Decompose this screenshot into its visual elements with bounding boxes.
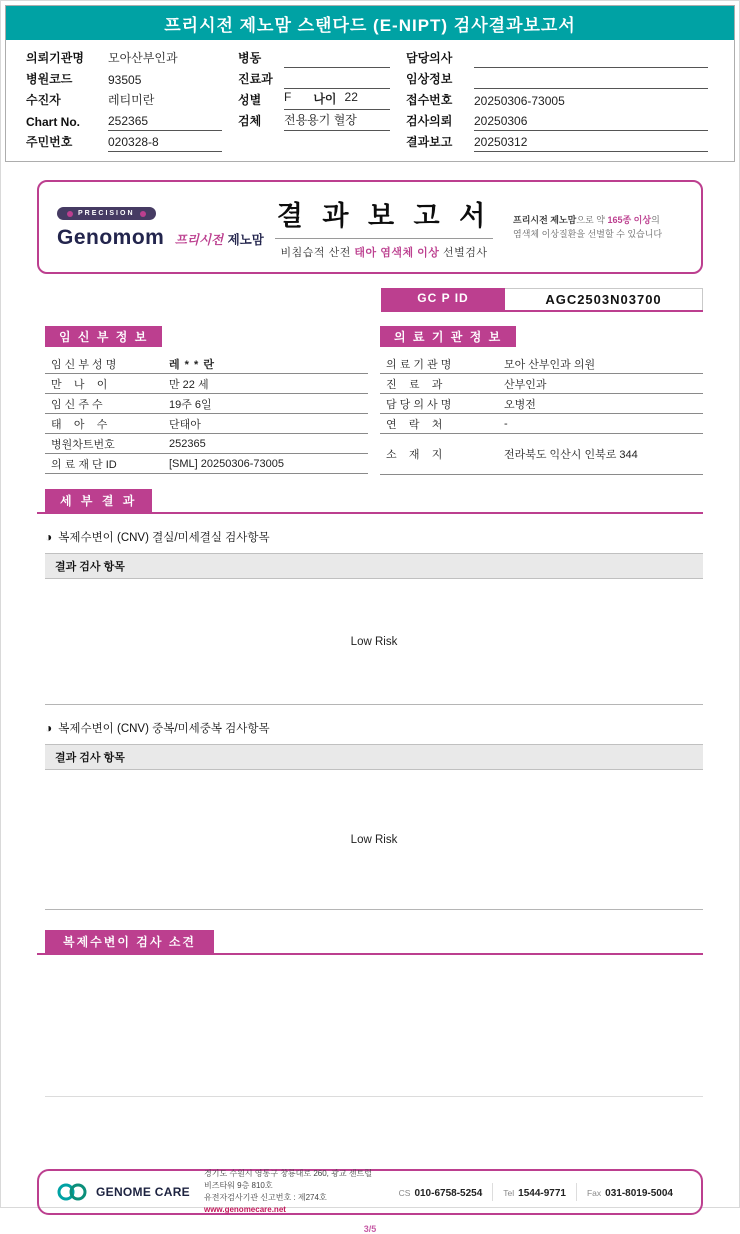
field-row-specimen	[238, 110, 406, 131]
footer-card	[37, 1169, 703, 1215]
cnv-deletion-result	[45, 579, 703, 705]
brand-name-kr-1: 프리시전	[174, 233, 224, 248]
document-title: 프리시전 제노맘 스탠다드 (E-NIPT) 검사결과보고서	[164, 15, 576, 35]
note-highlight: 165종 이상	[607, 214, 652, 225]
field-value: 20250306-73005	[474, 94, 565, 108]
screening-note	[513, 213, 683, 242]
note-brand: 프리시전 제노맘	[513, 214, 577, 225]
row-value: [SML] 20250306-73005	[169, 457, 284, 470]
contact-label: Tel	[503, 1188, 515, 1198]
field-row-chart-no	[26, 110, 238, 131]
subtitle-prefix: 비침습적 산전	[280, 246, 355, 259]
result-text: Low Risk	[350, 635, 398, 648]
gcpid-value: AGC2503N03700	[505, 288, 703, 310]
field-value	[474, 73, 708, 89]
field-label: 접수번호	[406, 93, 453, 107]
row-value: 산부인과	[504, 378, 547, 391]
row-label: 임 신 부 성 명	[51, 358, 117, 371]
row-label: 연 락 처	[386, 418, 443, 431]
row-label: 소 재 지	[386, 449, 443, 461]
brand-name-en: Genomom	[57, 226, 165, 250]
page-number: 3/5	[363, 1224, 377, 1234]
field-label: 임상정보	[406, 72, 453, 86]
brand-name-kr-2: 제노맘	[227, 233, 264, 248]
sex-value: F	[284, 90, 292, 104]
field-row-request-date	[406, 110, 724, 131]
row-value: 19주 6일	[169, 398, 212, 411]
row-label: 진 료 과	[386, 378, 443, 391]
field-row-department	[238, 68, 406, 89]
request-fields	[6, 40, 734, 161]
row-value: 단태아	[169, 418, 201, 431]
field-row-resident-no	[26, 131, 238, 152]
precision-label: PRECISION	[78, 210, 135, 218]
row-label: 병원차트번호	[51, 438, 115, 451]
field-label: 담당의사	[406, 51, 453, 65]
row-label: 의 료 기 관 명	[386, 358, 452, 371]
age-label: 나이	[313, 92, 337, 106]
report-body	[1, 180, 739, 1234]
cnv-heading-text: 복제수변이 (CNV) 결실/미세결실 검사항목	[58, 532, 270, 544]
cnv-duplication-table-header: 결과 검사 항목	[45, 744, 703, 770]
field-label: 병동	[238, 51, 262, 65]
field-value: 모아산부인과	[108, 51, 178, 65]
cnv-deletion-heading	[45, 529, 703, 545]
request-header	[5, 5, 735, 162]
gcpid-row	[37, 288, 703, 312]
field-label: 주민번호	[26, 135, 73, 149]
cnv-deletion-table-header: 결과 검사 항목	[45, 553, 703, 579]
contact-label: CS	[398, 1188, 411, 1198]
subtitle-suffix: 선별검사	[439, 246, 488, 259]
table-row	[45, 394, 368, 414]
field-label: 성별	[238, 93, 262, 107]
contact-cs	[389, 1183, 493, 1201]
detail-results-badge: 세 부 결 과	[45, 489, 152, 512]
report-title-block	[255, 194, 513, 261]
footer-license: 유전자검사기관 신고번호 : 제274호	[203, 1193, 327, 1202]
field-value	[284, 73, 390, 89]
field-row-clinical-info	[406, 68, 724, 89]
detail-results-header	[37, 489, 703, 514]
result-text: Low Risk	[350, 833, 398, 846]
row-value: 전라북도 익산시 인북로 344	[504, 449, 638, 461]
field-label: 진료과	[238, 72, 273, 86]
field-row-hospital-code	[26, 68, 238, 89]
field-value: 전용용기 혈장	[284, 111, 390, 131]
row-label: 의 료 재 단 ID	[51, 458, 117, 471]
genome-care-name: GENOME CARE	[96, 1185, 190, 1199]
genome-care-logo-icon	[57, 1182, 89, 1202]
field-label: 결과보고	[406, 135, 453, 149]
field-value	[474, 52, 708, 68]
cnv-heading-text: 복제수변이 (CNV) 중복/미세중복 검사항목	[58, 723, 270, 735]
field-value: 93505	[108, 73, 142, 87]
contact-tel	[492, 1183, 576, 1201]
gcpid-label: GC P ID	[381, 288, 505, 310]
document-title-bar	[6, 6, 734, 40]
field-value	[284, 52, 390, 68]
footer-address: 경기도 수원시 영통구 창룡대로 260, 광교 센트럴비즈타워 9층 810호	[203, 1169, 372, 1190]
field-label: 검체	[238, 114, 262, 128]
report-subtitle	[275, 238, 494, 260]
footer-address-block	[204, 1168, 375, 1216]
row-label: 담 당 의 사 명	[386, 398, 452, 411]
row-value: 만 22 세	[169, 378, 209, 391]
note-tail: 의	[651, 214, 660, 225]
findings-badge: 복제수변이 검사 소견	[45, 930, 214, 953]
contact-value: 1544-9771	[518, 1188, 566, 1199]
contact-fax	[576, 1183, 683, 1201]
table-row	[380, 434, 703, 475]
row-value: 모아 산부인과 의원	[504, 358, 596, 371]
request-fields-col3	[406, 47, 724, 152]
field-value: 020328-8	[108, 135, 222, 152]
field-value: 20250312	[474, 135, 708, 152]
info-tables	[37, 326, 703, 475]
pregnant-info-table	[45, 326, 368, 475]
row-value: 오병전	[504, 398, 536, 411]
field-row-patient	[26, 89, 238, 110]
note-line2: 염색체 이상질환을 선별할 수 있습니다	[513, 229, 663, 239]
badge-dot-icon	[67, 211, 73, 217]
footer-website: www.genomecare.net	[203, 1205, 286, 1214]
clinic-info-table	[380, 326, 703, 475]
precision-badge	[57, 207, 156, 220]
contact-value: 031-8019-5004	[605, 1188, 673, 1199]
pregnant-info-title: 임 신 부 정 보	[45, 326, 162, 347]
row-value: 252365	[169, 437, 206, 450]
note-mid: 으로 약	[576, 214, 608, 225]
field-label: 검사의뢰	[406, 114, 453, 128]
field-value: 레티미란	[108, 93, 155, 107]
footer-contacts	[389, 1183, 683, 1201]
age-value: 22	[344, 90, 358, 104]
table-row	[45, 414, 368, 434]
brand-line	[57, 226, 264, 250]
findings-empty-area	[45, 955, 703, 1097]
half-circle-bullet-icon: ◑	[45, 530, 53, 544]
badge-dot-icon	[140, 211, 146, 217]
field-row-report-date	[406, 131, 724, 152]
table-row	[45, 454, 368, 474]
cnv-duplication-result	[45, 770, 703, 910]
field-label: 병원코드	[26, 72, 73, 86]
table-row	[380, 374, 703, 394]
field-value	[284, 90, 390, 110]
table-row	[380, 354, 703, 374]
field-value: 252365	[108, 114, 222, 131]
field-label: 수진자	[26, 93, 61, 107]
field-row-institution	[26, 47, 238, 68]
cnv-duplication-heading	[45, 720, 703, 736]
row-label: 임 신 주 수	[51, 398, 103, 411]
row-value: -	[504, 417, 508, 430]
field-label: Chart No.	[26, 115, 80, 129]
report-title: 결 과 보 고 서	[276, 200, 492, 231]
request-fields-col2	[238, 47, 406, 152]
table-row	[45, 434, 368, 454]
table-row	[45, 354, 368, 374]
table-row	[380, 414, 703, 434]
half-circle-bullet-icon: ◑	[45, 721, 53, 735]
genome-care-logo	[57, 1182, 190, 1202]
contact-value: 010-6758-5254	[414, 1188, 483, 1199]
gcpid-box	[381, 288, 703, 312]
field-row-sex-age	[238, 89, 406, 110]
findings-header	[37, 930, 703, 955]
field-row-doctor	[406, 47, 724, 68]
row-value: 레 * * 란	[169, 358, 215, 371]
contact-label: Fax	[586, 1188, 602, 1198]
clinic-info-title: 의 료 기 관 정 보	[380, 326, 516, 347]
row-label: 태 아 수	[51, 418, 108, 431]
field-row-receipt-no	[406, 89, 724, 110]
field-label: 의뢰기관명	[26, 51, 84, 65]
report-header-card	[37, 180, 703, 274]
field-value: 20250306	[474, 114, 708, 131]
genomom-logo	[57, 204, 264, 251]
subtitle-highlight: 태아 염색체 이상	[354, 246, 440, 259]
field-row-ward	[238, 47, 406, 68]
table-row	[380, 394, 703, 414]
row-label: 만 나 이	[51, 378, 108, 391]
table-row	[45, 374, 368, 394]
request-fields-col1	[26, 47, 238, 152]
